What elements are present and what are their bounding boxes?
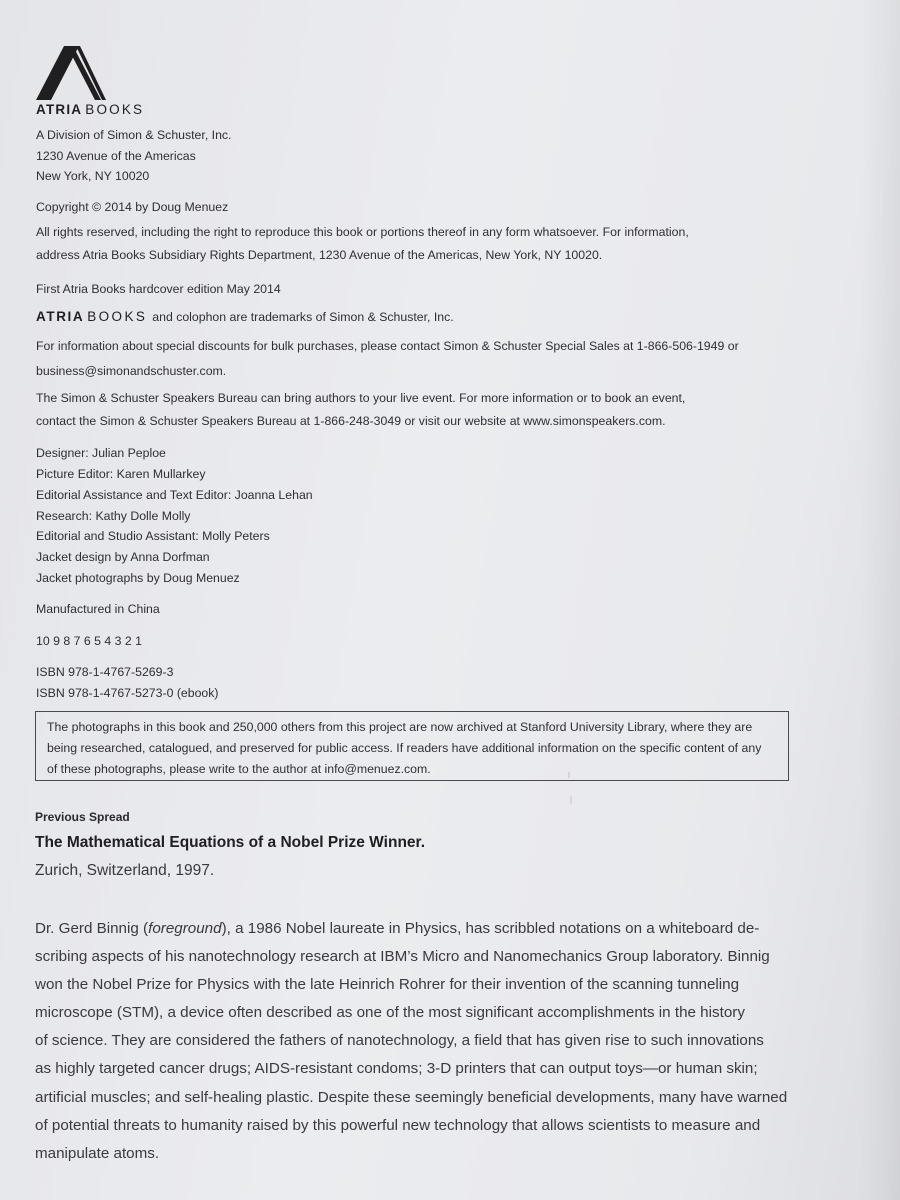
archive-note-box: [35, 711, 789, 781]
address-line-3: New York, NY 10020: [36, 169, 150, 183]
trademark-books: BOOKS: [87, 309, 148, 324]
copyright-line: Copyright © 2014 by Doug Menuez: [36, 200, 229, 214]
trademark-line: [36, 309, 454, 324]
body-text: ), a 1986 Nobel laureate in Physics, has scribbled notations on a whiteboard de-: [221, 920, 760, 937]
caption-body-line: of science. They are considered the fathers of nanotechnology, a field that has given rise to such innovations: [35, 1032, 764, 1049]
caption-body-line: artificial muscles; and self-healing plastic. Despite these seemingly beneficial developments, many have warned: [35, 1089, 788, 1106]
wordmark-books: BOOKS: [85, 102, 145, 117]
archive-note-line-2: being researched, catalogued, and preserved for public access. If readers have additional information on the specific content of any: [47, 741, 762, 755]
page-edge-shadow: [860, 0, 900, 1200]
credit-line: Jacket design by Anna Dorfman: [36, 550, 210, 564]
publisher-wordmark: [36, 102, 144, 117]
credit-line: Jacket photographs by Doug Menuez: [36, 571, 240, 585]
speakers-line-1: The Simon & Schuster Speakers Bureau can bring authors to your live event. For more information or to book an event,: [36, 391, 686, 405]
edition-line: First Atria Books hardcover edition May 2014: [36, 282, 281, 296]
caption-body-line: microscope (STM), a device often described as one of the most significant accomplishments in the history: [35, 1004, 745, 1021]
manufactured-line: Manufactured in China: [36, 602, 160, 616]
trademark-text: and colophon are trademarks of Simon & Schuster, Inc.: [152, 310, 454, 324]
trademark-atria: ATRIA: [36, 309, 85, 324]
credit-line: Editorial Assistance and Text Editor: Joanna Lehan: [36, 488, 313, 502]
credit-line: Research: Kathy Dolle Molly: [36, 509, 191, 523]
credit-line: Designer: Julian Peploe: [36, 446, 166, 460]
caption-body-line: as highly targeted cancer drugs; AIDS-resistant condoms; 3-D printers that can output toys—or human skin;: [35, 1060, 758, 1077]
wordmark-atria: ATRIA: [36, 102, 83, 117]
caption-title: The Mathematical Equations of a Nobel Prize Winner.: [35, 834, 426, 851]
isbn-ebook: ISBN 978-1-4767-5273-0 (ebook): [36, 686, 219, 700]
caption-body-line: of potential threats to humanity raised by this powerful new technology that allows scientists to measure and: [35, 1117, 761, 1134]
caption-body-line: scribing aspects of his nanotechnology research at IBM’s Micro and Nanomechanics Group laboratory. Binnig: [35, 948, 770, 965]
address-line-2: 1230 Avenue of the Americas: [36, 149, 196, 163]
caption-body-line: manipulate atoms.: [35, 1145, 160, 1162]
body-italic-text: foreground: [148, 920, 222, 937]
address-line-1: A Division of Simon & Schuster, Inc.: [36, 128, 232, 142]
sales-line-1: For information about special discounts for bulk purchases, please contact Simon & Schuster Special Sales at 1-866-506-1949 or: [36, 339, 739, 353]
archive-note-line-1: The photographs in this book and 250,000 others from this project are now archived at Stanford University Library, where they are: [47, 720, 753, 734]
credit-line: Picture Editor: Karen Mullarkey: [36, 467, 206, 481]
rights-line-1: All rights reserved, including the right to reproduce this book or portions thereof in any form whatsoever. For information,: [36, 225, 689, 239]
body-text: Dr. Gerd Binnig (: [35, 920, 149, 937]
archive-note-line-3: of these photographs, please write to the author at info@menuez.com.: [47, 762, 431, 776]
rights-line-2: address Atria Books Subsidiary Rights Department, 1230 Avenue of the Americas, New York, NY 10020.: [36, 248, 603, 262]
caption-body-line: [35, 920, 759, 937]
previous-spread-label: Previous Spread: [35, 810, 130, 824]
credit-line: Editorial and Studio Assistant: Molly Peters: [36, 529, 270, 543]
printing-line: 10 9 8 7 6 5 4 3 2 1: [36, 634, 142, 648]
isbn-hardcover: ISBN 978-1-4767-5269-3: [36, 665, 174, 679]
speakers-line-2: contact the Simon & Schuster Speakers Bureau at 1-866-248-3049 or visit our website at www.simonspeakers.com.: [36, 414, 666, 428]
caption-place: Zurich, Switzerland, 1997.: [35, 862, 215, 879]
sales-line-2: business@simonandschuster.com.: [36, 364, 227, 378]
paper-specks: [566, 770, 574, 810]
atria-a-logo-icon: [36, 46, 106, 100]
caption-body-line: won the Nobel Prize for Physics with the late Heinrich Rohrer for their invention of the scanning tunneling: [35, 976, 740, 993]
